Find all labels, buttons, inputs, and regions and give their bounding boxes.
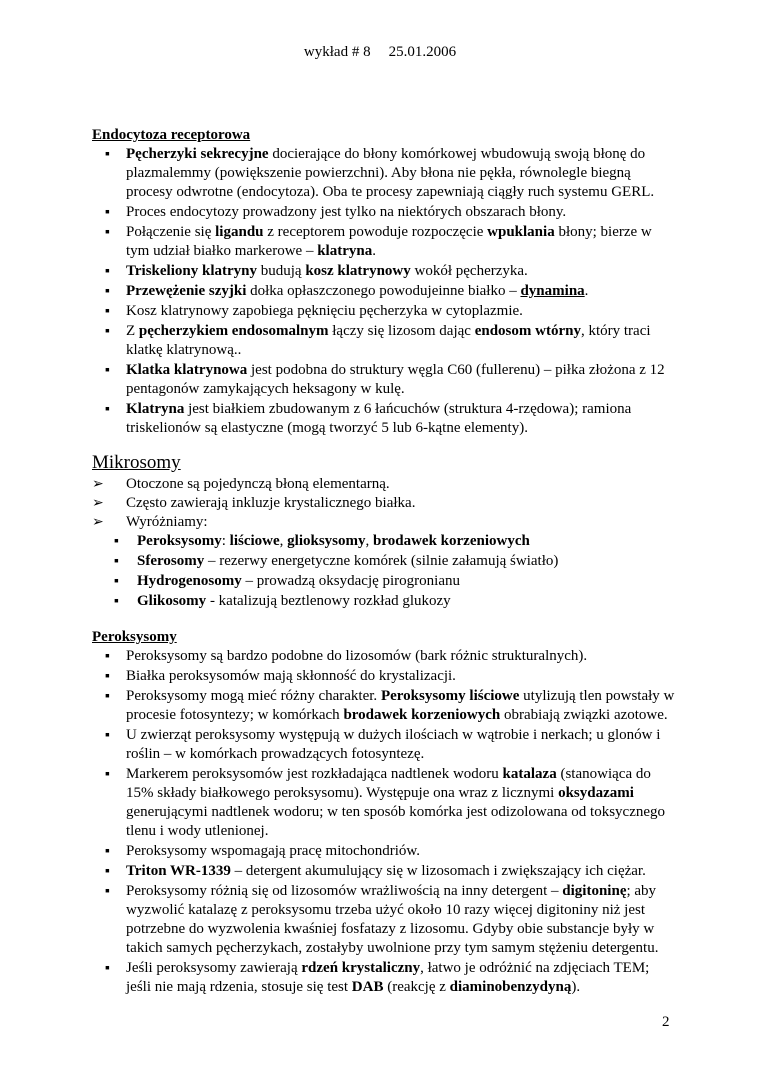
bold-term: wpuklania <box>487 224 555 240</box>
text-run: . <box>372 243 376 259</box>
mikrosomy-list <box>92 475 677 532</box>
bold-term: Triton WR-1339 <box>126 863 231 879</box>
bold-term: klatryna <box>317 243 373 259</box>
text-run: , który traci klatkę klatrynową.. <box>126 323 651 358</box>
text-run: Jeśli peroksysomy zawierają <box>126 960 302 976</box>
text-run: Peroksysomy wspomagają pracę mitochondriów. <box>126 843 420 859</box>
text-run: jest białkiem zbudowanym z 6 łańcuchów (struktura 4-rzędowa); ramiona triskelionów są elastyczne (mogą tworzyć 5 lub 6-kątne elementy). <box>126 401 632 436</box>
text-run: (stanowiąca do 15% składy białkowego peroksysomu). Występuje ona wraz z licznymi <box>126 766 651 801</box>
list-item <box>92 475 677 494</box>
mikrosomy-sublist <box>92 532 677 611</box>
bold-term: Klatryna <box>126 401 185 417</box>
bold-term: DAB <box>351 979 384 995</box>
text-run: Wyróżniamy: <box>126 514 208 530</box>
text-run: Białka peroksysomów mają skłonność do krystalizacji. <box>126 668 456 684</box>
bold-term: brodawek korzeniowych <box>343 707 501 723</box>
list-item <box>92 302 677 321</box>
text-run: – rezerwy energetyczne komórek (silnie załamują światło) <box>204 553 559 569</box>
bold-term: Triskeliony klatryny <box>126 263 257 279</box>
endocytoza-list <box>92 145 677 438</box>
list-item <box>92 552 677 571</box>
text-run: Kosz klatrynowy zapobiega pęknięciu pęcherzyka w cytoplazmie. <box>126 303 523 319</box>
bold-term: kosz klatrynowy <box>305 263 411 279</box>
bold-term: digitoninę <box>562 883 627 899</box>
bold-term: ligandu <box>215 224 264 240</box>
page-number: 2 <box>662 1014 670 1030</box>
bold-term: rdzeń krystaliczny <box>301 960 421 976</box>
bold-term: Peroksysomy <box>137 533 222 549</box>
text-run: błony; bierze w tym udział białko markerowe – <box>126 224 652 259</box>
list-item <box>92 842 677 861</box>
bold-term: liściowe <box>229 533 280 549</box>
text-run: , <box>365 533 374 549</box>
bold-term: Peroksysomy liściowe <box>380 688 520 704</box>
list-item <box>92 726 677 764</box>
list-item <box>92 203 677 222</box>
text-run: Peroksysomy są bardzo podobne do lizosomów (bark różnic strukturalnych). <box>126 648 588 664</box>
text-run: budują <box>257 263 306 279</box>
list-item <box>92 532 677 551</box>
list-item <box>92 262 677 281</box>
text-run: Peroksysomy różnią się od lizosomów wrażliwością na inny detergent – <box>126 883 563 899</box>
text-run: – prowadzą oksydację pirogronianu <box>241 573 460 589</box>
text-run: docierające do błony komórkowej wbudowują swoją błonę do plazmalemmy (powiększenie powierzchni). Aby błona nie pękła, równolegle biegną procesy odwrotne (endocytoza). Oba te procesy zapewniają ciągły ruch systemu GERL. <box>126 146 655 200</box>
list-item <box>92 494 677 513</box>
text-run: : <box>221 533 230 549</box>
text-run: Peroksysomy mogą mieć różny charakter. <box>126 688 381 704</box>
list-item <box>92 667 677 686</box>
text-run: - katalizują beztlenowy rozkład glukozy <box>206 593 451 609</box>
bold-term: Sferosomy <box>137 553 205 569</box>
list-item <box>92 145 677 202</box>
text-run: utylizują tlen powstały w procesie fotosyntezy; w komórkach <box>126 688 675 723</box>
text-run: , <box>279 533 288 549</box>
section-title-mikrosomy: Mikrosomy <box>92 452 181 473</box>
bold-term: oksydazami <box>558 785 634 801</box>
text-run: z receptorem powoduje rozpoczęcie <box>263 224 488 240</box>
bold-term: dynamina <box>520 283 585 299</box>
list-item <box>92 223 677 261</box>
text-run: Często zawierają inkluzje krystalicznego białka. <box>126 495 416 511</box>
text-run: – detergent akumulujący się w lizosomach i zwiększający ich ciężar. <box>230 863 646 879</box>
bold-term: Klatka klatrynowa <box>126 362 248 378</box>
text-run: Otoczone są pojedynczą błoną elementarną. <box>126 476 390 492</box>
list-item <box>92 513 677 532</box>
text-run: ; aby wyzwolić katalazę z peroksysomu trzeba użyć około 10 razy więcej digitoniny niż jest potrzebne do wyzwolenia kwaśniej fosfatazy z lizosomu. Gdyby obie substancje były w takich samych pęcherzykach, zostałyby uwolnione przy tym samym stężeniu detergentu. <box>126 883 659 956</box>
text-run: generującymi nadtlenek wodoru; w ten sposób komórka jest odizolowana od toksycznego tlenu i wody utlenionej. <box>126 804 666 839</box>
text-run: jest podobna do struktury węgla C60 (fullerenu) – piłka złożona z 12 pentagonów zamykających heksagony w kulę. <box>126 362 665 397</box>
text-run: ). <box>571 979 581 995</box>
bold-term: Hydrogenosomy <box>137 573 242 589</box>
bold-term: Pęcherzyki sekrecyjne <box>126 146 269 162</box>
text-run: Markerem peroksysomów jest rozkładająca nadtlenek wodoru <box>126 766 503 782</box>
text-run: , łatwo je odróżnić na zdjęciach TEM; jeśli nie mają rdzenia, stosuje się test <box>126 960 650 995</box>
text-run: Z <box>126 323 139 339</box>
list-item <box>92 765 677 841</box>
list-item <box>92 882 677 958</box>
text-run: U zwierząt peroksysomy występują w dużych ilościach w wątrobie i nerkach; u glonów i roślin – w komórkach prowadzących fotosyntezę. <box>126 727 661 762</box>
bold-term: brodawek korzeniowych <box>373 533 530 549</box>
list-item <box>92 647 677 666</box>
document-body <box>92 126 677 998</box>
section-title-peroksysomy: Peroksysomy <box>92 629 177 645</box>
lecture-date: 25.01.2006 <box>388 44 457 60</box>
bold-term: endosom wtórny <box>474 323 581 339</box>
section-title-endocytoza: Endocytoza receptorowa <box>92 127 251 143</box>
peroksysomy-list <box>92 647 677 997</box>
list-item <box>92 572 677 591</box>
text-run: wokół pęcherzyka. <box>410 263 528 279</box>
list-item <box>92 282 677 301</box>
list-item <box>92 959 677 997</box>
bold-term: Glikosomy <box>137 593 207 609</box>
text-run: dołka opłaszczonego powodujeinne białko – <box>246 283 521 299</box>
text-run: łączy się lizosom dając <box>328 323 475 339</box>
page-header <box>0 44 760 61</box>
text-run: (reakcję z <box>383 979 450 995</box>
list-item <box>92 687 677 725</box>
text-run: . <box>584 283 589 299</box>
list-item <box>92 400 677 438</box>
bold-term: glioksysomy <box>287 533 366 549</box>
list-item <box>92 862 677 881</box>
text-run: Proces endocytozy prowadzony jest tylko na niektórych obszarach błony. <box>126 204 567 220</box>
text-run: Połączenie się <box>126 224 216 240</box>
list-item <box>92 592 677 611</box>
bold-term: diaminobenzydyną <box>449 979 572 995</box>
bold-term: Przewężenie szyjki <box>126 283 247 299</box>
bold-term: pęcherzykiem endosomalnym <box>138 323 329 339</box>
bold-term: katalaza <box>502 766 557 782</box>
list-item <box>92 361 677 399</box>
lecture-number: wykład # 8 <box>303 44 371 60</box>
text-run: obrabiają związki azotowe. <box>500 707 668 723</box>
list-item <box>92 322 677 360</box>
